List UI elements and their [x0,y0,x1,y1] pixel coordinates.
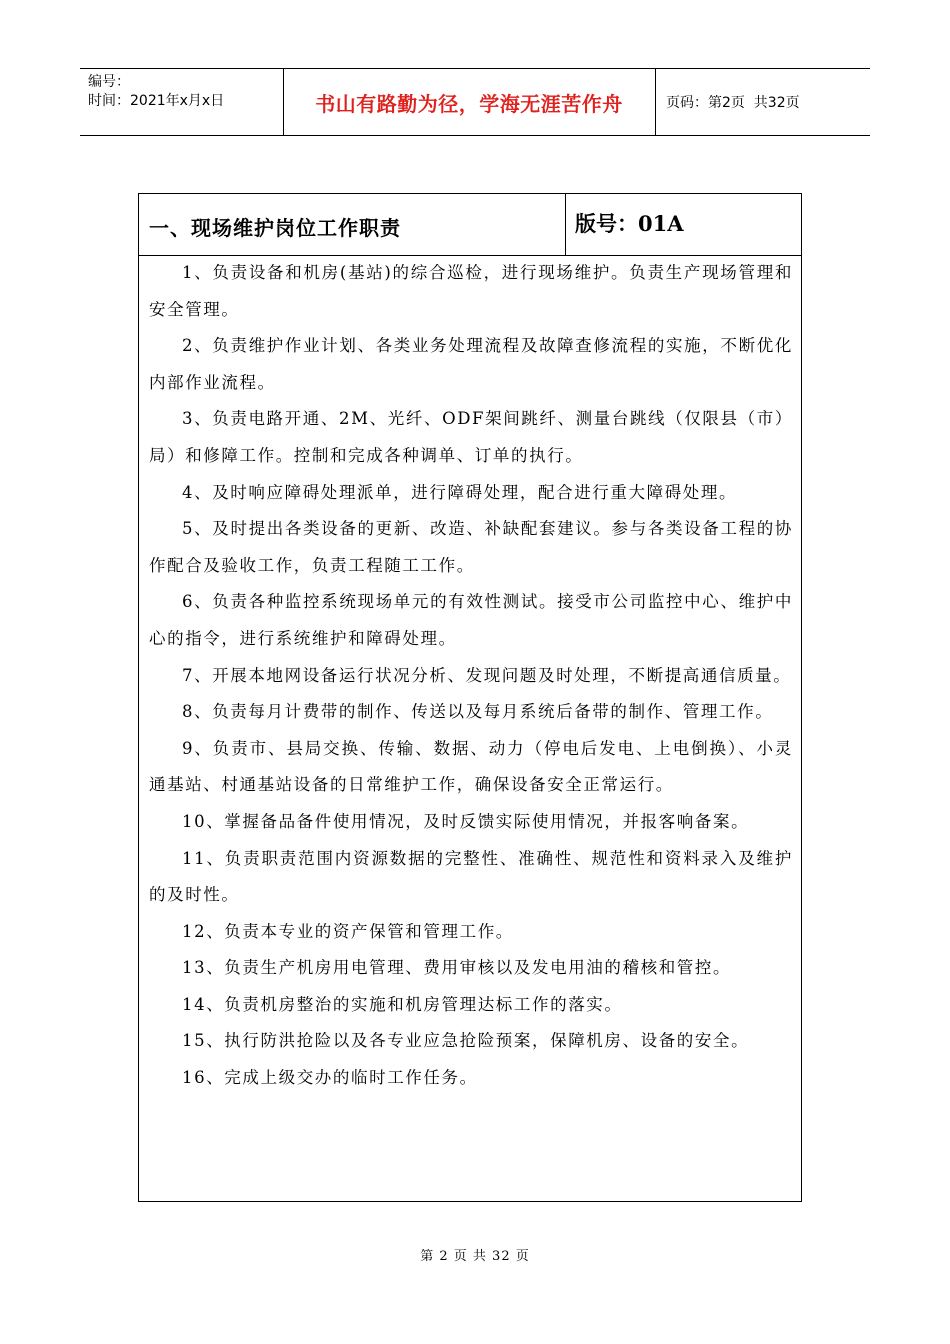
duty-item: 11、负责职责范围内资源数据的完整性、准确性、规范性和资料录入及维护的及时性。 [149,848,793,905]
duty-item: 9、负责市、县局交换、传输、数据、动力（停电后发电、上电倒换）、小灵通基站、村通基站设备的日常维护工作，确保设备安全正常运行。 [149,738,793,795]
duty-item: 12、负责本专业的资产保管和管理工作。 [182,921,514,941]
duty-item: 8、负责每月计费带的制作、传送以及每月系统后备带的制作、管理工作。 [182,702,774,722]
duty-item: 2、负责维护作业计划、各类业务处理流程及故障查修流程的实施，不断优化内部作业流程。 [149,336,793,392]
duty-item: 7、开展本地网设备运行状况分析、发现问题及时处理，不断提高通信质量。 [182,665,792,685]
version-label: 版号： [575,212,638,236]
duty-item: 1、负责设备和机房(基站)的综合巡检，进行现场维护。负责生产现场管理和安全管理。 [149,263,793,319]
version-value: 01A [638,211,684,236]
duty-item: 16、完成上级交办的临时工作任务。 [182,1068,478,1088]
duty-item: 15、执行防洪抢险以及各专业应急抢险预案，保障机房、设备的安全。 [182,1031,750,1051]
time-label: 时间：2021年x月x日 [88,93,225,109]
duty-item: 6、负责各种监控系统现场单元的有效性测试。接受市公司监控中心、维护中心的指令，进行系统维护和障碍处理。 [149,592,793,648]
duty-item: 4、及时响应障碍处理派单，进行障碍处理，配合进行重大障碍处理。 [182,482,738,502]
duty-item: 10、掌握备品备件使用情况，及时反馈实际使用情况，并报客响备案。 [182,811,750,831]
duty-table [138,193,802,1202]
code-label: 编号： [88,74,130,90]
duty-item: 14、负责机房整治的实施和机房管理达标工作的落实。 [182,994,623,1014]
header-divider [655,69,656,135]
header-motto: 书山有路勤为径，学海无涯苦作舟 [315,91,623,116]
duty-item: 5、及时提出各类设备的更新、改造、补缺配套建议。参与各类设备工程的协作配合及验收工作，负责工程随工工作。 [149,519,793,575]
header-page-number [666,69,800,135]
header-meta [88,73,224,111]
duty-list [149,255,793,1097]
title-divider [565,194,566,255]
title-row [139,194,801,256]
section-title: 一、现场维护岗位工作职责 [149,216,401,240]
duty-item: 3、负责电路开通、2M、光纤、ODF架间跳纤、测量台跳线（仅限县（市）局）和修障工作。控制和完成各种调单、订单的执行。 [149,409,793,465]
page-footer: 第 2 页 共 32 页 [420,1249,530,1264]
version-number [575,208,684,238]
duty-item: 13、负责生产机房用电管理、费用审核以及发电用油的稽核和管控。 [182,958,732,978]
page-label: 页码：第2页 共32页 [666,95,800,111]
page-header [80,68,870,136]
